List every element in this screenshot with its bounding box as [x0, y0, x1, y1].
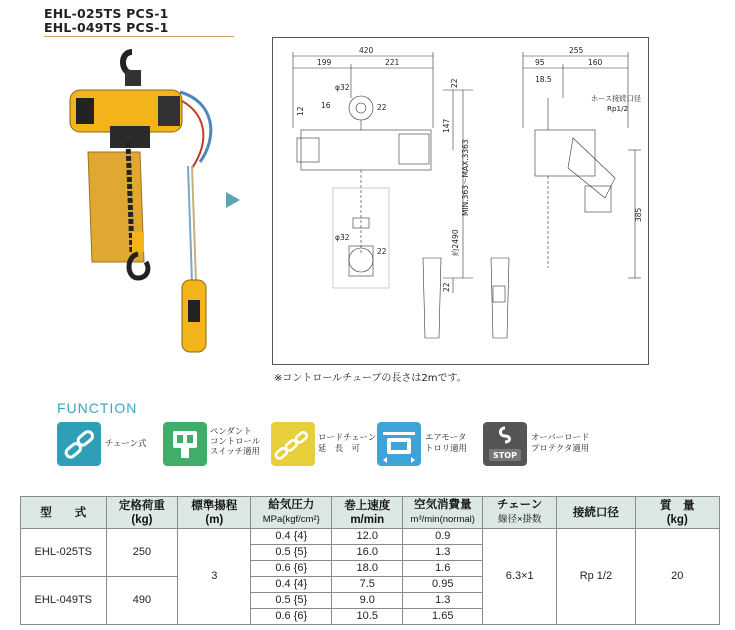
pressure-cell: 0.5 {5}	[251, 545, 332, 561]
speed-cell: 7.5	[332, 577, 403, 593]
feature-overload-line2: プロテクタ適用	[531, 443, 590, 453]
dim-147: 147	[442, 118, 451, 133]
feature-chain-label: チェーン式	[105, 438, 147, 448]
dim-18-5: 18.5	[535, 75, 552, 84]
hoist-product-photo	[40, 42, 220, 377]
title-divider	[44, 36, 234, 37]
col-pressure: 給気圧力 MPa{kgf/cm²}	[251, 497, 332, 529]
dim-2490: 約2490	[451, 229, 460, 256]
col-mass: 質 量 (kg)	[635, 497, 719, 529]
feature-chain	[57, 422, 157, 468]
air-motor-trolley-icon	[377, 422, 421, 466]
col-port: 接続口径	[557, 497, 635, 529]
capacity-cell: 490	[106, 577, 178, 625]
feature-overload-line1: オーバーロード	[531, 432, 590, 442]
dim-12: 12	[296, 106, 305, 116]
air-cell: 1.65	[403, 609, 483, 625]
dimension-drawing	[272, 37, 649, 365]
air-cell: 1.3	[403, 545, 483, 561]
dim-255: 255	[569, 46, 584, 55]
speed-cell: 9.0	[332, 593, 403, 609]
col-capacity: 定格荷重 (kg)	[106, 497, 178, 529]
air-cell: 1.6	[403, 561, 483, 577]
hose-label: ホース接続口径	[591, 94, 641, 103]
port-cell: Rp 1/2	[557, 529, 635, 625]
pressure-cell: 0.6 {6}	[251, 561, 332, 577]
dim-385: 385	[634, 207, 643, 222]
feature-pendant-line3: スイッチ適用	[210, 446, 260, 456]
chain-icon	[57, 422, 101, 466]
speed-cell: 12.0	[332, 529, 403, 545]
dim-16: 16	[321, 101, 331, 110]
overload-stop-icon	[483, 422, 527, 466]
arrow-to-drawing-icon	[226, 192, 240, 208]
feature-air-trolley-line1: エアモータ	[425, 432, 467, 442]
feature-load-chain	[271, 422, 381, 468]
col-air: 空気消費量 m³/min(normal)	[403, 497, 483, 529]
model-title-1: EHL-025TS PCS-1	[44, 6, 169, 21]
air-cell: 0.9	[403, 529, 483, 545]
feature-air-trolley	[377, 422, 477, 468]
dim-22-b: 22	[450, 78, 459, 88]
mass-cell: 20	[635, 529, 719, 625]
air-cell: 1.3	[403, 593, 483, 609]
feature-load-chain-line1: ロードチェーン	[318, 432, 377, 442]
chain-cell: 6.3×1	[483, 529, 557, 625]
dim-95: 95	[535, 58, 545, 67]
speed-cell: 10.5	[332, 609, 403, 625]
col-chain: チェーン 線径×掛数	[483, 497, 557, 529]
dim-22-c: 22	[377, 247, 387, 256]
model-title-2: EHL-049TS PCS-1	[44, 20, 169, 35]
dim-22-a: 22	[377, 103, 387, 112]
dim-420: 420	[359, 46, 374, 55]
dim-221: 221	[385, 58, 400, 67]
hose-size: Rp1/2	[607, 104, 629, 113]
pressure-cell: 0.4 {4}	[251, 577, 332, 593]
load-chain-icon	[271, 422, 315, 466]
capacity-cell: 250	[106, 529, 178, 577]
air-cell: 0.95	[403, 577, 483, 593]
col-lift: 標準揚程 (m)	[178, 497, 251, 529]
feature-load-chain-line2: 延 長 可	[318, 443, 360, 453]
col-speed: 巻上速度 m/min	[332, 497, 403, 529]
spec-table	[20, 496, 720, 625]
dim-160: 160	[588, 58, 603, 67]
function-title: FUNCTION	[57, 400, 138, 416]
feature-pendant-line1: ペンダント	[210, 426, 252, 436]
feature-overload-stop	[483, 422, 593, 468]
pendant-switch-icon	[163, 422, 207, 466]
control-tube-note: ※コントロールチューブの長さは2mです。	[274, 373, 467, 384]
dim-range: MIN.363～MAX.3363	[461, 139, 470, 216]
dim-22-d: 22	[442, 282, 451, 292]
feature-pendant-line2: コントロール	[210, 436, 261, 446]
dim-phi32-bottom: φ32	[335, 233, 350, 242]
lift-cell: 3	[178, 529, 251, 625]
stop-text: STOP	[493, 451, 517, 460]
feature-pendant	[163, 422, 263, 468]
pressure-cell: 0.6 {6}	[251, 609, 332, 625]
speed-cell: 16.0	[332, 545, 403, 561]
table-row	[21, 529, 720, 545]
table-header-row	[21, 497, 720, 529]
pressure-cell: 0.4 {4}	[251, 529, 332, 545]
model-cell: EHL-049TS	[21, 577, 107, 625]
feature-air-trolley-line2: トロリ適用	[425, 443, 467, 453]
model-cell: EHL-025TS	[21, 529, 107, 577]
speed-cell: 18.0	[332, 561, 403, 577]
dim-phi32-top: φ32	[335, 83, 350, 92]
col-model: 型 式	[21, 497, 107, 529]
dim-199: 199	[317, 58, 332, 67]
pressure-cell: 0.5 {5}	[251, 593, 332, 609]
